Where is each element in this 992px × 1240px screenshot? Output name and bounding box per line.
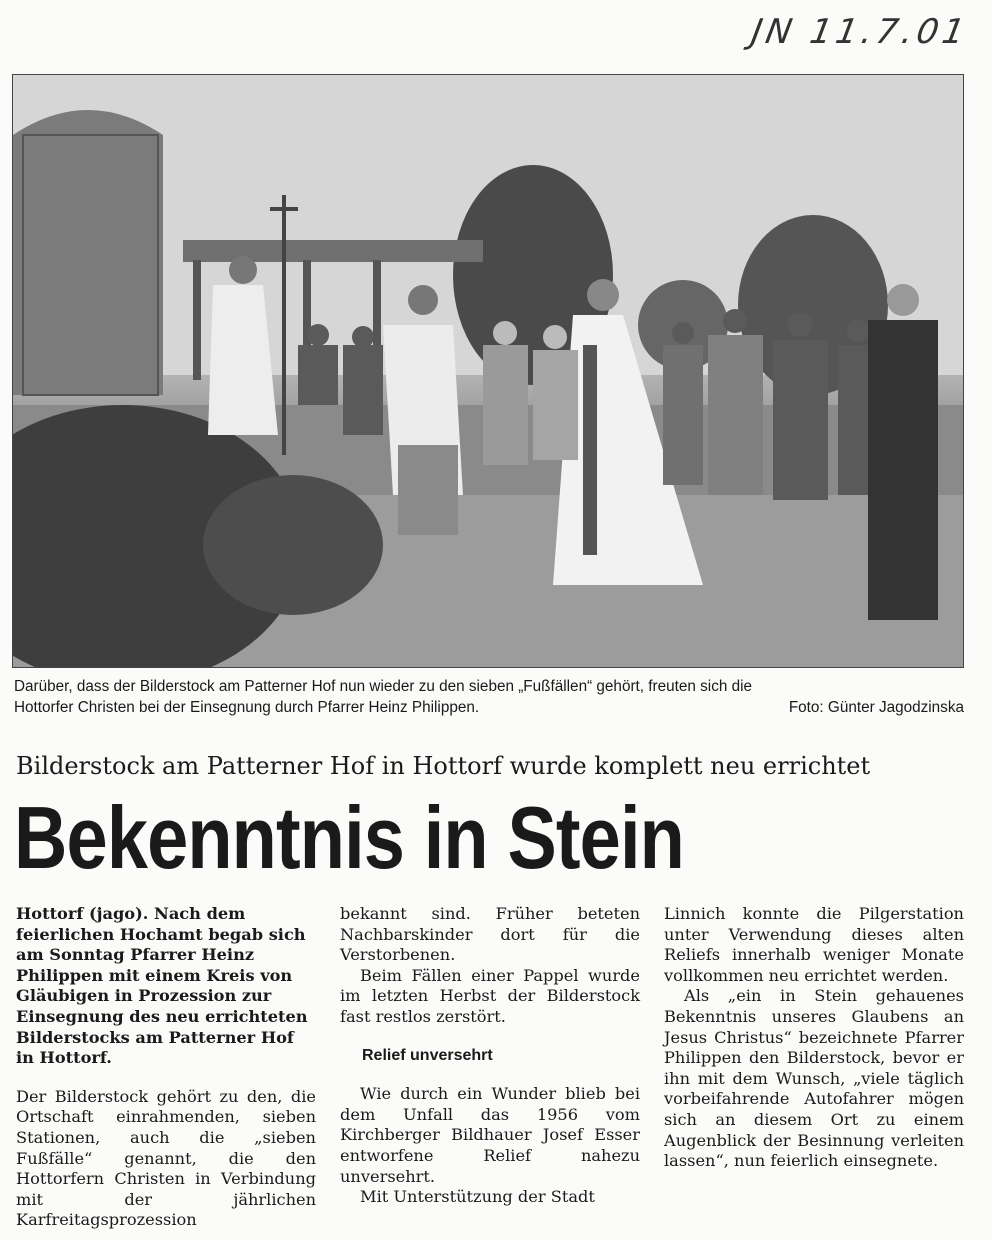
article-column-2 bbox=[340, 904, 640, 1208]
photo-credit: Foto: Günter Jagodzinska bbox=[788, 699, 964, 716]
article-column-3 bbox=[664, 904, 964, 1172]
article-paragraph: Beim Fällen einer Pappel wurde im letzten Herbst der Bilderstock fast restlos zerstört. bbox=[340, 965, 640, 1026]
shrine-shape bbox=[13, 110, 163, 395]
article-paragraph: bekannt sind. Früher beteten Nachbarskinder dort für die Verstorbenen. bbox=[340, 904, 640, 965]
photo-caption bbox=[14, 676, 964, 718]
article-paragraph: Wie durch ein Wunder blieb bei dem Unfall das 1956 vom Kirchberger Bildhauer Josef Esser entworfene Relief nahezu unversehrt. bbox=[340, 1084, 640, 1186]
bush-shape bbox=[203, 475, 383, 615]
article-kicker: Bilderstock am Patterner Hof in Hottorf wurde komplett neu errichtet bbox=[16, 752, 871, 780]
article-lead: Hottorf (jago). Nach dem feierlichen Hochamt begab sich am Sonntag Pfarrer Heinz Philippen mit einem Kreis von Gläubigen in Prozession zur Einsegnung des neu errichteten Bilderstocks am Patterner Hof in Hottorf. bbox=[16, 904, 308, 1068]
caption-line-1: Darüber, dass der Bilderstock am Patterner Hof nun wieder zu den sieben „Fußfällen“ gehört, freuten sich die bbox=[14, 678, 753, 695]
photo-procession-illustration bbox=[13, 75, 963, 667]
article-paragraph: Der Bilderstock gehört zu den, die Ortschaft einrahmenden, sieben Stationen, auch die „sieben Fußfälle“ genannt, die den Hottorfern Christen in Verbindung mit der jährlichen Karfreitagsprozession bbox=[16, 1086, 316, 1230]
article-headline: Bekenntnis in Stein bbox=[14, 788, 684, 887]
article-paragraph: Mit Unterstützung der Stadt bbox=[360, 1187, 595, 1207]
article-subhead: Relief unversehrt bbox=[362, 1046, 493, 1064]
article-column-1 bbox=[16, 904, 316, 1231]
article-paragraph: Als „ein in Stein gehauenes Bekenntnis unseres Glaubens an Jesus Christus“ bezeichnete Pfarrer Philippen den Bilderstock, bevor er ihn mit dem Wunsch, „viele täglich vorbeifahrende Autofahrer mögen sich an diesem Ort zu einem Augenblick der Besinnung verleiten lassen“, nun feierlich einsegnete. bbox=[664, 986, 964, 1171]
article-paragraph: Linnich konnte die Pilgerstation unter Verwendung dieses alten Reliefs innerhalb weniger Monate vollkommen neu errichtet werden. bbox=[664, 904, 964, 985]
news-photo bbox=[12, 74, 964, 668]
caption-line-2: Hottorfer Christen bei der Einsegnung durch Pfarrer Heinz Philippen. bbox=[14, 699, 480, 716]
handwritten-date-note: JN 11.7.01 bbox=[748, 12, 972, 52]
